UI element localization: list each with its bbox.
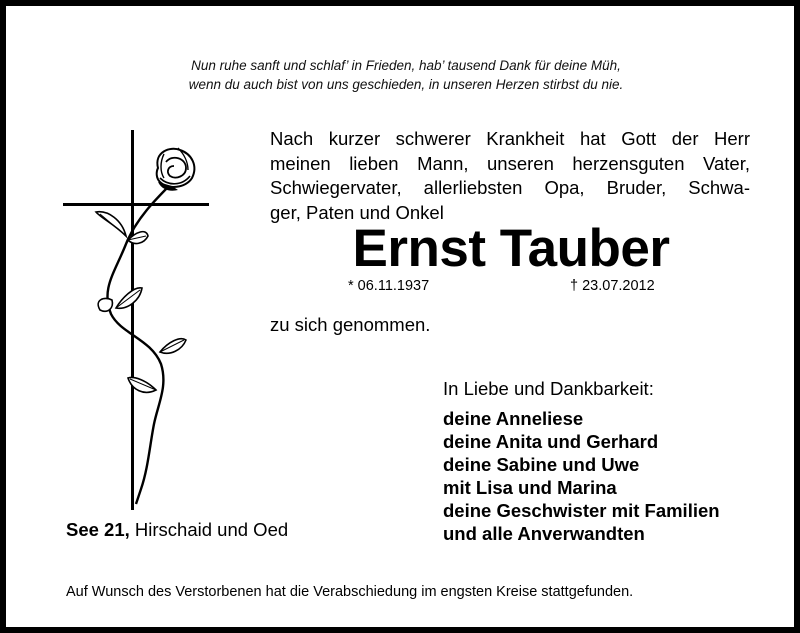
intro-line: Schwiegervater, allerliebsten Opa, Bruder, Schwa-	[270, 177, 750, 198]
mourners-heading: In Liebe und Dankbarkeit:	[443, 378, 654, 399]
address-places: Hirschaid und Oed	[134, 519, 289, 540]
mourner-name: deine Sabine und Uwe	[443, 454, 640, 475]
verse-line-2: wenn du auch bist von uns geschieden, in unseren Herzen stirbst du nie.	[188, 77, 624, 92]
intro-line: ger, Paten und Onkel	[270, 201, 444, 223]
address	[66, 519, 288, 541]
footer-note: Auf Wunsch des Verstorbenen hat die Verabschiedung im engsten Kreise stattgefunden.	[66, 584, 634, 600]
memorial-verse	[106, 56, 706, 94]
address-street: See 21,	[66, 519, 130, 540]
birth-date: * 06.11.1937	[348, 278, 430, 294]
intro-line: meinen lieben Mann, unseren herzensguten Vater,	[270, 152, 750, 174]
mourner-name: deine Geschwister mit Familien	[443, 500, 720, 521]
cross-with-rose-icon	[56, 124, 216, 514]
mourner-name: deine Anita und Gerhard	[443, 431, 659, 452]
mourner-name: und alle Anverwandten	[443, 523, 645, 544]
intro-text	[270, 127, 750, 225]
mourners-list	[443, 407, 720, 545]
taken-text: zu sich genommen.	[270, 314, 431, 335]
verse-line-1: Nun ruhe sanft und schlaf’ in Frieden, hab’ tausend Dank für deine Müh,	[191, 58, 621, 73]
deceased-name: Ernst Tauber	[352, 219, 670, 278]
death-date: † 23.07.2012	[570, 278, 655, 294]
mourner-name: deine Anneliese	[443, 408, 584, 429]
mourner-name: mit Lisa und Marina	[443, 477, 617, 498]
intro-line: Nach kurzer schwerer Krankheit hat Gott der Herr	[270, 128, 750, 149]
